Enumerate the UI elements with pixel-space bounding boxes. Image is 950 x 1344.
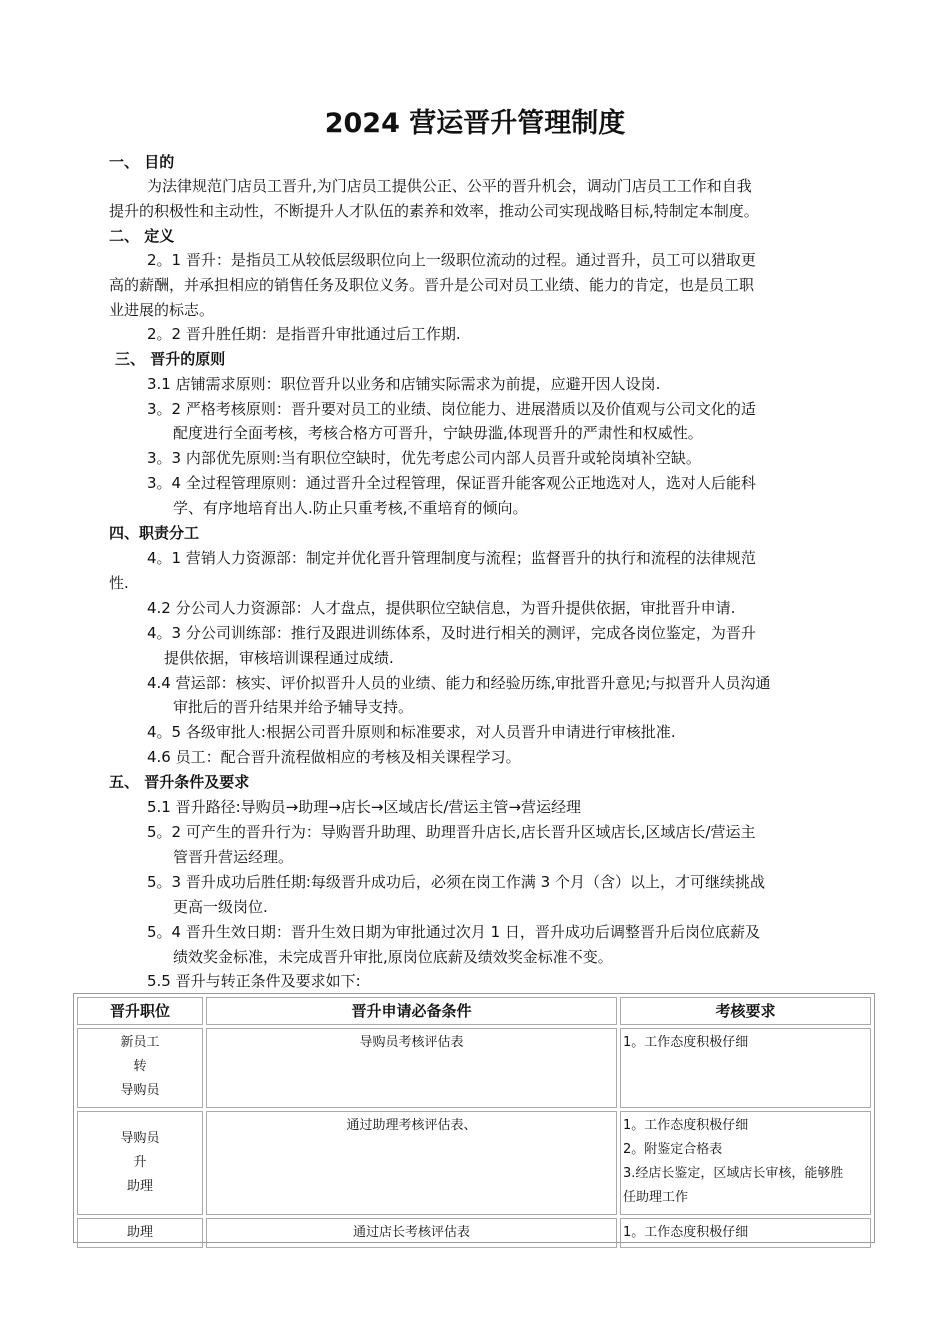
section-heading-principles: 三、 晋升的原则 — [115, 350, 226, 368]
paragraph-line: 4。1 营销人力资源部：制定并优化晋升管理制度与流程；监督晋升的执行和流程的法律规范 — [147, 549, 756, 567]
paragraph-line: 2。1 晋升：是指员工从较低层级职位向上一级职位流动的过程。通过晋升，员工可以猎取更 — [147, 251, 756, 269]
paragraph-line: 配度进行全面考核，考核合格方可晋升，宁缺毋滥,体现晋升的严肃性和权威性。 — [173, 424, 703, 442]
section-heading-definition: 二、 定义 — [109, 227, 175, 245]
position-line: 转 — [133, 1059, 147, 1074]
condition-cell: 通过助理考核评估表、 — [206, 1111, 617, 1215]
paragraph-line: 3。4 全过程管理原则：通过晋升全过程管理，保证晋升能客观公正地选对人，选对人后能科 — [147, 474, 756, 492]
table-header-row — [77, 997, 871, 1025]
requirement-line: 1。工作态度积极仔细 — [623, 1035, 749, 1050]
paragraph-line: 5。3 晋升成功后胜任期:每级晋升成功后，必须在岗工作满 3 个月（含）以上，才可继续挑战 — [147, 873, 765, 891]
requirement-line: 3.经店长鉴定，区域店长审核，能够胜 — [623, 1166, 844, 1181]
requirement-line: 任助理工作 — [623, 1190, 689, 1205]
position-line: 助理 — [126, 1179, 153, 1194]
paragraph-line: 为法律规范门店员工晋升,为门店员工提供公正、公平的晋升机会，调动门店员工工作和自我 — [147, 177, 752, 195]
position-cell — [77, 1028, 203, 1108]
document-title: 2024 营运晋升管理制度 — [324, 108, 626, 139]
paragraph-line: 审批后的晋升结果并给予辅导支持。 — [173, 698, 414, 716]
paragraph-line: 性. — [109, 574, 129, 592]
section-heading-conditions: 五、 晋升条件及要求 — [109, 773, 250, 791]
paragraph-line: 绩效奖金标准，未完成晋升审批,原岗位底薪及绩效奖金标准不变。 — [173, 948, 613, 966]
position-line: 升 — [133, 1155, 147, 1170]
paragraph-line: 4.6 员工：配合晋升流程做相应的考核及相关课程学习。 — [147, 748, 521, 766]
requirements-cell — [620, 1218, 871, 1248]
paragraph-line: 3。3 内部优先原则:当有职位空缺时，优先考虑公司内部人员晋升或轮岗填补空缺。 — [147, 449, 701, 467]
paragraph-line: 4。3 分公司训练部：推行及跟进训练体系，及时进行相关的测评，完成各岗位鉴定，为晋升 — [147, 624, 756, 642]
paragraph-line: 4.2 分公司人力资源部：人才盘点，提供职位空缺信息，为晋升提供依据，审批晋升申请. — [147, 599, 736, 617]
requirement-line: 2。附鉴定合格表 — [623, 1142, 723, 1157]
paragraph-line: 3.1 店铺需求原则：职位晋升以业务和店铺实际需求为前提，应避开因人设岗. — [147, 375, 661, 393]
requirements-cell — [620, 1028, 871, 1108]
promotion-requirements-table — [73, 993, 875, 1243]
paragraph-line: 5。2 可产生的晋升行为：导购晋升助理、助理晋升店长,店长晋升区域店长,区域店长/营运主 — [147, 823, 756, 841]
column-header-requirements: 考核要求 — [620, 997, 871, 1025]
position-cell — [77, 1218, 203, 1248]
paragraph-line: 高的薪酬，并承担相应的销售任务及职位义务。晋升是公司对员工业绩、能力的肯定，也是员工职 — [109, 276, 755, 294]
table-row — [77, 1111, 871, 1215]
table-row — [77, 1218, 871, 1248]
paragraph-line: 管晋升营运经理。 — [173, 848, 294, 866]
paragraph-line: 5.5 晋升与转正条件及要求如下: — [147, 972, 361, 990]
column-header-condition: 晋升申请必备条件 — [206, 997, 617, 1025]
position-line: 导购员 — [120, 1083, 160, 1098]
table-row — [77, 1028, 871, 1108]
section-heading-responsibilities: 四、职责分工 — [109, 524, 200, 542]
position-line: 新员工 — [120, 1035, 160, 1050]
paragraph-line: 提供依据，审核培训课程通过成绩. — [164, 649, 394, 667]
table — [74, 994, 874, 1251]
position-line: 导购员 — [120, 1131, 160, 1146]
paragraph-line: 更高一级岗位. — [173, 898, 268, 916]
paragraph-line: 3。2 严格考核原则：晋升要对员工的业绩、岗位能力、进展潜质以及价值观与公司文化的适 — [147, 400, 756, 418]
paragraph-line: 业进展的标志。 — [109, 301, 215, 319]
requirement-line: 1。工作态度积极仔细 — [623, 1225, 749, 1240]
condition-cell: 导购员考核评估表 — [206, 1028, 617, 1108]
paragraph-line: 提升的积极性和主动性，不断提升人才队伍的素养和效率，推动公司实现战略目标,特制定本制度。 — [109, 202, 759, 220]
paragraph-line: 4.4 营运部：核实、评价拟晋升人员的业绩、能力和经验历练,审批晋升意见;与拟晋升人员沟通 — [147, 674, 771, 692]
paragraph-line: 5。4 晋升生效日期：晋升生效日期为审批通过次月 1 日，晋升成功后调整晋升后岗位底薪及 — [147, 923, 760, 941]
paragraph-line: 4。5 各级审批人:根据公司晋升原则和标准要求，对人员晋升申请进行审核批准. — [147, 723, 676, 741]
position-cell — [77, 1111, 203, 1215]
column-header-position: 晋升职位 — [77, 997, 203, 1025]
section-heading-purpose: 一、 目的 — [109, 153, 175, 171]
paragraph-line: 2。2 晋升胜任期：是指晋升审批通过后工作期. — [147, 325, 461, 343]
condition-cell: 通过店长考核评估表 — [206, 1218, 617, 1248]
paragraph-line: 学、有序地培育出人.防止只重考核,不重培育的倾向。 — [173, 499, 528, 517]
requirements-cell — [620, 1111, 871, 1215]
requirement-line: 1。工作态度积极仔细 — [623, 1118, 749, 1133]
position-line: 助理 — [126, 1225, 153, 1240]
paragraph-line: 5.1 晋升路径:导购员→助理→店长→区域店长/营运主管→营运经理 — [147, 798, 582, 816]
